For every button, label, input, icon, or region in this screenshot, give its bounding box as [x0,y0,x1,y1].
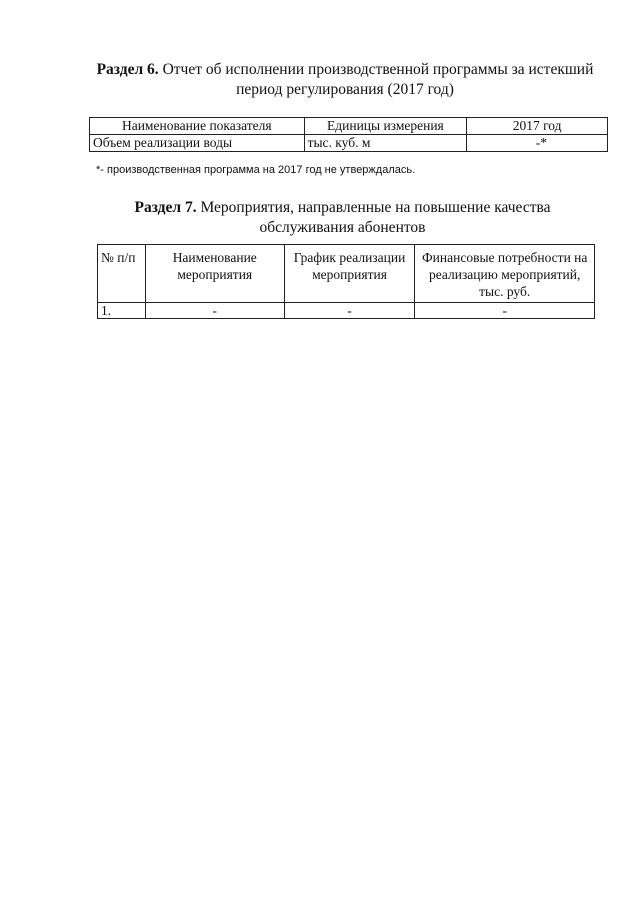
table-header-row [98,245,595,303]
section-7-heading [110,198,575,238]
section-7-table [97,244,595,319]
table-cell: - [415,303,595,319]
column-header-schedule: График реализации мероприятия [284,245,415,303]
table-header-row [90,118,608,135]
table-row [98,303,595,319]
table-row [90,135,608,152]
column-header-indicator: Наименование показателя [90,118,305,135]
section-6-table [89,117,608,152]
section-7-title: Мероприятия, направленные на повышение качества обслуживания абонентов [200,199,551,236]
table-cell: -* [467,135,608,152]
column-header-activity: Наименование мероприятия [145,245,284,303]
column-header-unit: Единицы измерения [304,118,467,135]
table-cell: 1. [98,303,146,319]
section-7-label: Раздел 7. [134,199,197,216]
table-cell: - [284,303,415,319]
column-header-financing: Финансовые потребности на реализацию мероприятий, тыс. руб. [415,245,595,303]
table-cell: Объем реализации воды [90,135,305,152]
column-header-number: № п/п [98,245,146,303]
section-6-heading [95,60,595,100]
column-header-year: 2017 год [467,118,608,135]
section-6-footnote: *- производственная программа на 2017 год не утверждалась. [96,164,416,176]
table-cell: - [145,303,284,319]
table-cell: тыс. куб. м [304,135,467,152]
section-6-title: Отчет об исполнении производственной программы за истекший период регулирования (2017 год) [162,61,594,98]
section-6-label: Раздел 6. [96,61,159,78]
